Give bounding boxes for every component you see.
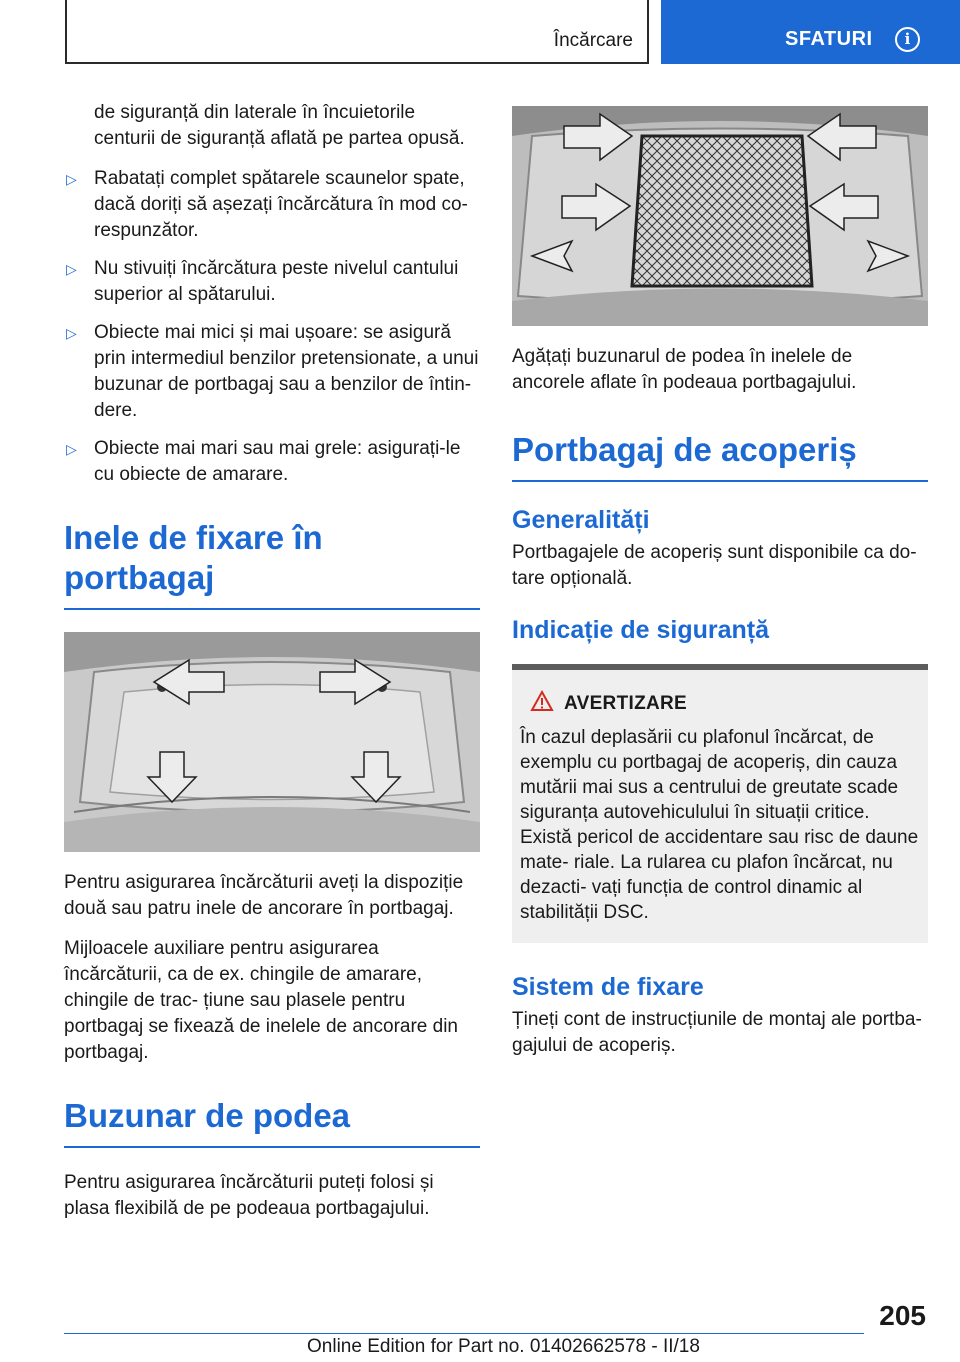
bullet-text: Obiecte mai mari sau mai grele: asigurați-le cu obiecte de amarare. (94, 438, 461, 485)
bullet-triangle-icon: ▷ (66, 171, 77, 187)
mounting-paragraph: Țineți cont de instrucțiunile de montaj ale portba‐ gajului de acoperiș. (512, 1009, 922, 1056)
footer-edition: Online Edition for Part no. 01402662578 - II/18 (307, 1336, 700, 1357)
warning-header (520, 690, 920, 717)
header-section-box (65, 0, 649, 64)
anchor-rings-paragraph: Pentru asigurarea încărcăturii aveți la dispoziție două sau patru inele de ancorare în portbagaj. (64, 872, 464, 919)
trunk-anchor-rings-image (64, 632, 480, 852)
footer-divider (64, 1333, 864, 1334)
bullet-text: Obiecte mai mici și mai ușoare: se asigură prin intermediul benzilor pretensionate, a unui buzunar de portbagaj sau a benzilor de întin‐ dere. (94, 322, 479, 421)
bullet-text: Rabatați complet spătarele scaunelor spate, dacă doriți să așezați încărcătura în mod co‐ respunzător. (94, 168, 468, 241)
header-tab-sfaturi[interactable] (661, 0, 960, 64)
general-paragraph: Portbagajele de acoperiș sunt disponibile ca do‐ tare opțională. (512, 542, 917, 589)
list-item (64, 320, 480, 424)
warning-text: În cazul deplasării cu plafonul încărcat, de exemplu cu portbagaj de acoperiș, din cauza mutării mai sus a centrului de greutate scade siguranța autovehiculului în situații critice. Există pericol de accidentare sau risc de daune mate‐ riale. La rularea cu plafon încărcat, nu dezacti‐ vați funcția de control dinamic al stabilității DSC. (520, 727, 919, 923)
floor-pocket-caption: Agățați buzunarul de podea în inelele de ancorele aflate în podeaua portbagajului. (512, 346, 857, 393)
list-item (64, 256, 480, 308)
left-column (64, 100, 480, 1236)
intro-paragraph: de siguranță din laterale în încuietorile centurii de siguranță aflată pe partea opusă. (94, 102, 465, 149)
floor-pocket-net-image (512, 106, 928, 326)
warning-box (512, 664, 928, 943)
subheading-mounting-system: Sistem de fixare (512, 973, 704, 1001)
bullet-triangle-icon: ▷ (66, 325, 77, 341)
page-number: 205 (879, 1300, 926, 1331)
header-tab-label: SFATURI (785, 28, 873, 50)
section-heading-floor-pocket: Buzunar de podea (64, 1096, 480, 1148)
subheading-safety-note: Indicație de siguranță (512, 616, 770, 644)
warning-triangle-icon (530, 690, 554, 717)
list-item (64, 436, 480, 488)
bullet-triangle-icon: ▷ (66, 261, 77, 277)
right-column (512, 106, 928, 1073)
bullet-text: Nu stivuiți încărcătura peste nivelul cantului superior al spătarului. (94, 258, 459, 305)
warning-title: AVERTIZARE (564, 692, 687, 714)
info-icon[interactable]: i (895, 27, 920, 52)
bullet-triangle-icon: ▷ (66, 441, 77, 457)
header-section-title: Încărcare (553, 30, 633, 51)
anchor-aids-paragraph: Mijloacele auxiliare pentru asigurarea încărcăturii, ca de ex. chingile de amarare, chingile de trac‐ țiune sau plasele pentru portbagaj se fixează de inelele de ancorare din portbagaj. (64, 938, 458, 1063)
floor-pocket-paragraph: Pentru asigurarea încărcăturii puteți folosi și plasa flexibilă de pe podeaua portbagajului. (64, 1172, 434, 1219)
section-heading-roof-rack: Portbagaj de acoperiș (512, 430, 928, 482)
section-heading-anchor-rings: Inele de fixare în portbagaj (64, 518, 480, 610)
subheading-general: Generalități (512, 506, 650, 534)
list-item (64, 166, 480, 244)
